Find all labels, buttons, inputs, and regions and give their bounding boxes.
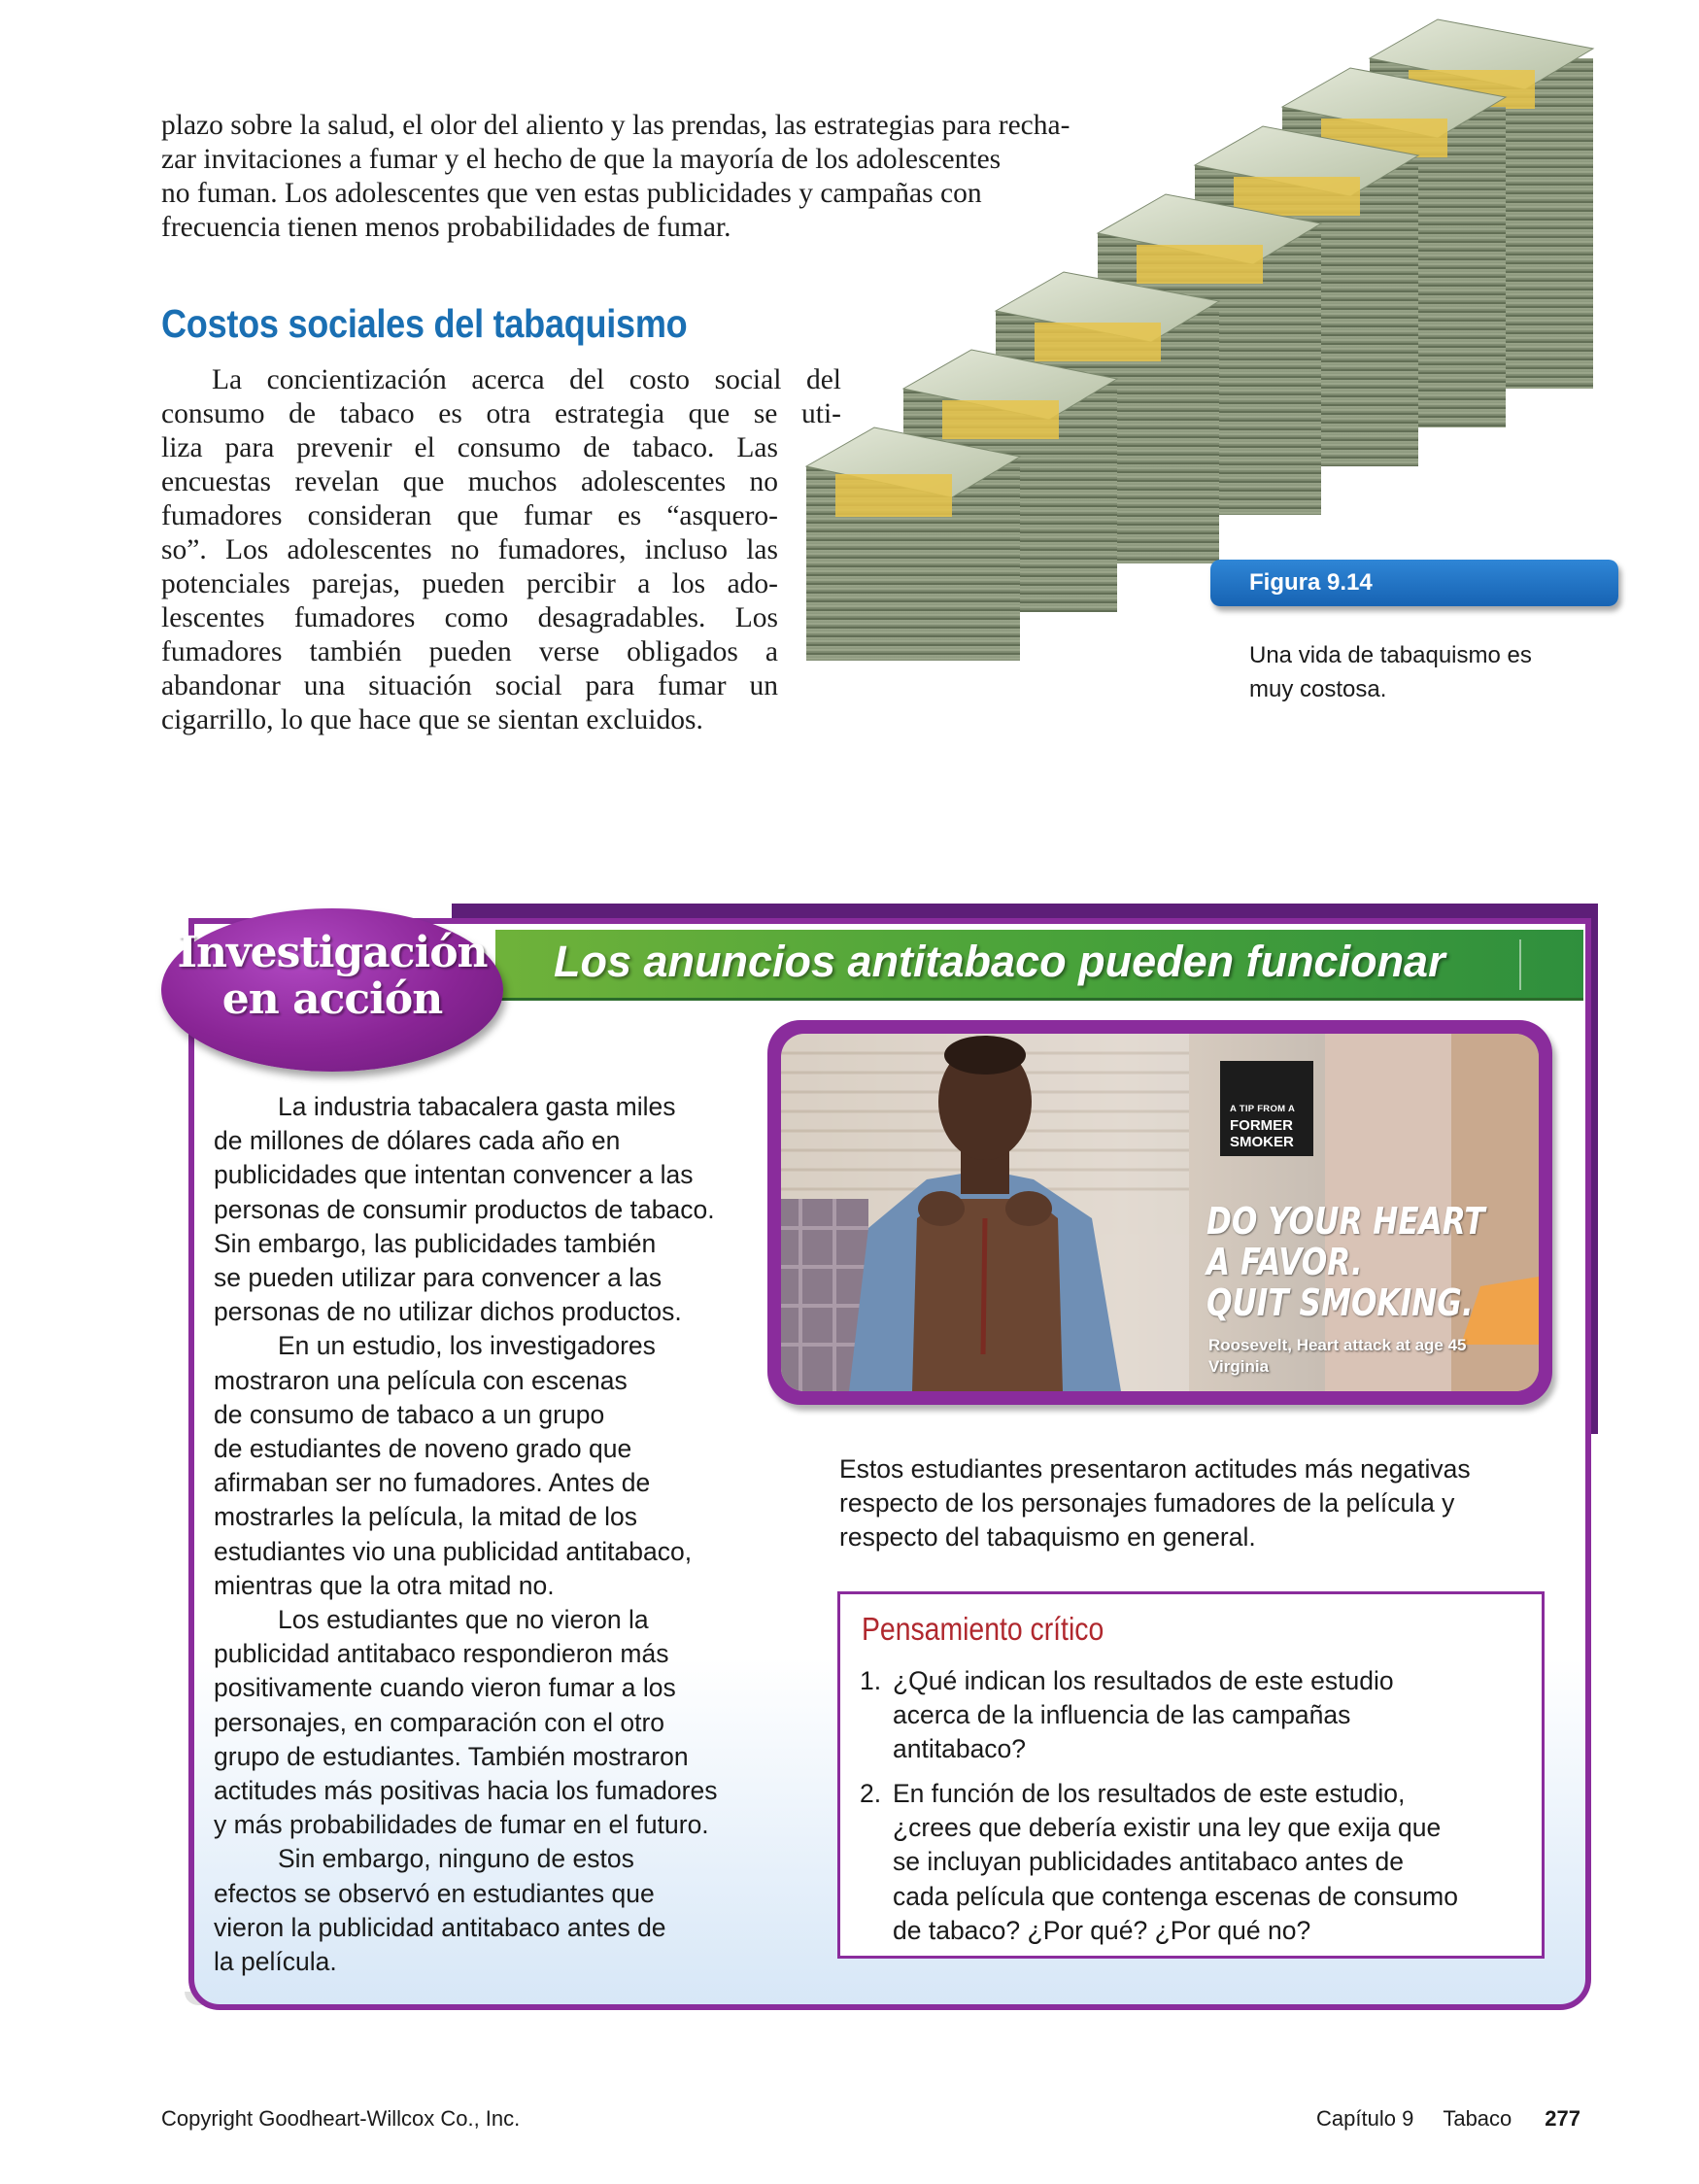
text-line: publicidades que intentan convencer a las [214,1160,694,1190]
question-number: 1. [860,1666,882,1695]
text-line: publicidad antitabaco respondieron más [214,1639,669,1669]
text-line: personas de no utilizar dichos productos. [214,1297,682,1327]
ad-headline [1206,1201,1485,1323]
page-number: 277 [1545,2106,1580,2131]
text-line: En un estudio, los investigadores [278,1331,656,1361]
badge-line: en acción [221,974,443,1024]
ad-name-line: Roosevelt, Heart attack at age 45 [1208,1336,1467,1354]
text-line: abandonar una situación social para fumar un [161,670,778,701]
research-badge [161,908,503,1072]
question-line: En función de los resultados de este estudio, [893,1779,1406,1808]
text-line: personajes, en comparación con el otro [214,1707,665,1737]
critical-thinking-box [837,1591,1545,1959]
text-line: y más probabilidades de fumar en el futuro. [214,1810,709,1840]
text-line: positivamente cuando vieron fumar a los [214,1673,676,1703]
question-line: ¿Qué indican los resultados de este estudio [893,1666,1394,1695]
text-line: no fuman. Los adolescentes que ven estas publicidades y campañas con [161,178,982,209]
text-line: liza para prevenir el consumo de tabaco. Las [161,432,778,463]
ad-tip-badge [1220,1061,1313,1156]
ad-tip-line: FORMER SMOKER [1230,1117,1294,1150]
ad-headline-line: A FAVOR. [1206,1241,1363,1283]
text-line: se pueden utilizar para convencer a las [214,1263,663,1293]
social-costs-paragraph [161,363,841,737]
question-line: ¿crees que debería existir una ley que exija que [893,1813,1442,1843]
feature-title-bar [495,930,1583,1001]
anti-smoking-ad-photo [781,1034,1539,1391]
caption-line: muy costosa. [1249,676,1387,702]
feature-title: Los anuncios antitabaco pueden funcionar [554,937,1445,986]
text-line: respecto del tabaquismo en general. [839,1522,1256,1553]
text-line: cigarrillo, lo que hace que se sientan excluidos. [161,704,703,735]
figure-caption [1249,638,1599,706]
ad-name-line: Virginia [1208,1357,1270,1376]
text-line: Sin embargo, las publicidades también [214,1228,657,1258]
text-line: encuestas revelan que muchos adolescentes no [161,466,778,497]
ad-photo-frame [767,1020,1552,1405]
question-line: acerca de la influencia de las campañas [893,1700,1351,1730]
footer-topic: Tabaco [1443,2106,1512,2131]
text-line: La concientización acerca del costo social del [212,364,841,395]
question-line: antitabaco? [893,1734,1027,1764]
section-heading: Costos sociales del tabaquismo [161,301,688,346]
text-line: fumadores también pueden verse obligados a [161,636,778,667]
question-number: 2. [860,1779,882,1808]
text-line: Sin embargo, ninguno de estos [278,1844,634,1874]
text-line: consumo de tabaco es otra estrategia que se uti- [161,398,841,429]
ad-subject-name [1208,1335,1467,1378]
question-line: cada película que contenga escenas de consumo [893,1881,1458,1911]
text-line: frecuencia tienen menos probabilidades de fumar. [161,212,731,243]
text-line: respecto de los personajes fumadores de la película y [839,1488,1455,1519]
question-line: de tabaco? ¿Por qué? ¿Por qué no? [893,1915,1311,1945]
text-line: mientras que la otra mitad no. [214,1570,555,1600]
text-line: de millones de dólares cada año en [214,1126,621,1156]
text-line: actitudes más positivas hacia los fumadores [214,1776,718,1806]
text-line: La industria tabacalera gasta miles [278,1092,676,1121]
text-line: efectos se observó en estudiantes que [214,1878,655,1908]
caption-line: Una vida de tabaquismo es [1249,642,1532,668]
text-line: zar invitaciones a fumar y el hecho de que la mayoría de los adolescentes [161,144,1002,175]
text-line: lescentes fumadores como desagradables. Los [161,602,778,633]
feature-left-column [214,1090,777,1979]
badge-line: Investigación [177,928,488,977]
text-line: grupo de estudiantes. También mostraron [214,1741,689,1771]
text-line: vieron la publicidad antitabaco antes de [214,1912,666,1942]
question-line: se incluyan publicidades antitabaco antes de [893,1847,1404,1877]
footer-page-info [1316,2106,1580,2132]
text-line: so”. Los adolescentes no fumadores, incluso las [161,534,778,565]
title-divider [1519,939,1521,990]
text-line: personas de consumir productos de tabaco. [214,1194,715,1224]
critical-thinking-title: Pensamiento crítico [862,1611,1104,1647]
text-line: potenciales parejas, pueden percibir a los ado- [161,568,778,599]
feature-right-text [839,1452,1539,1555]
text-line: Los estudiantes que no vieron la [278,1605,649,1635]
text-line: de estudiantes de noveno grado que [214,1434,632,1464]
text-line: Estos estudiantes presentaron actitudes más negativas [839,1454,1471,1484]
text-line: afirmaban ser no fumadores. Antes de [214,1468,651,1498]
figure-label-tab [1210,560,1618,606]
text-line: mostrarles la película, la mitad de los [214,1502,637,1532]
text-line: fumadores consideran que fumar es “asquero- [161,500,778,531]
ad-headline-line: QUIT SMOKING. [1206,1281,1474,1324]
ad-headline-line: DO YOUR HEART [1206,1200,1485,1243]
text-line: estudiantes vio una publicidad antitabaco, [214,1536,693,1566]
text-line: de consumo de tabaco a un grupo [214,1399,605,1429]
text-line: plazo sobre la salud, el olor del aliento y las prendas, las estrategias para recha- [161,110,1070,141]
footer-chapter: Capítulo 9 [1316,2106,1414,2131]
text-line: mostraron una película con escenas [214,1365,628,1395]
footer-copyright: Copyright Goodheart-Willcox Co., Inc. [161,2106,521,2131]
ad-tip-line: A TIP FROM A [1230,1104,1296,1114]
figure-label: Figura 9.14 [1249,569,1373,596]
text-line: la película. [214,1947,337,1977]
